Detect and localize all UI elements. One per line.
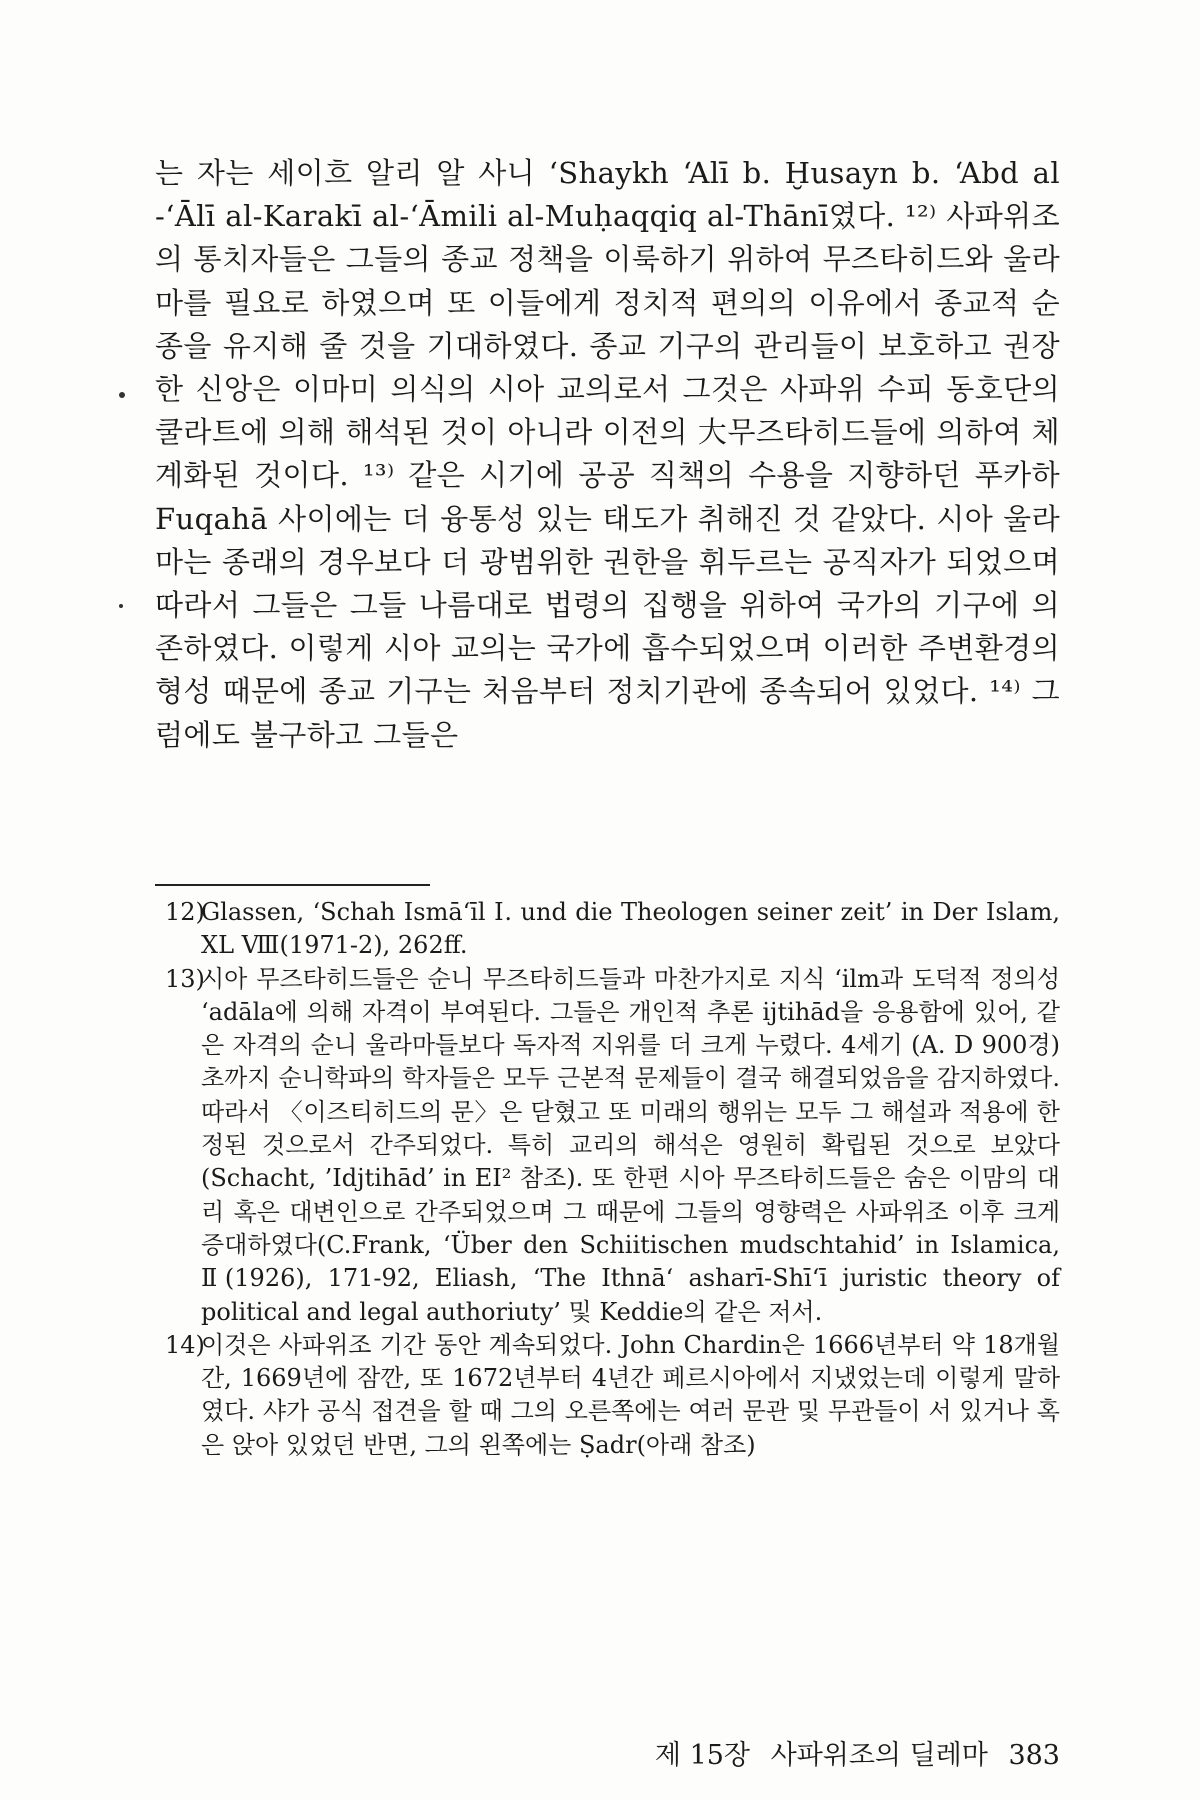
footnote-text: Glassen, ‘Schah Ismā‘īl Ⅰ. und die Theologen seiner zeit’ in Der Islam, XL Ⅷ(1971-2), 262ff.: [201, 898, 1060, 960]
footnote-number: 14): [165, 1330, 205, 1359]
footnote-text: 이것은 사파위조 기간 동안 계속되었다. John Chardin은 1666년부터 약 18개월간, 1669년에 잠깐, 또 1672년부터 4년간 페르시아에서 지냈었는데 이렇게 말하였다. 샤가 공식 접견을 할 때 그의 오른쪽에는 여러 문관 및 무관들이 서 있거나 혹은 앉아 있었던 반면, 그의 왼쪽에는 Ṣadr(아래 참조): [201, 1330, 1060, 1459]
footnote-number: 13): [165, 964, 205, 993]
footnotes: [165, 896, 1060, 1462]
footnote-separator: [155, 884, 430, 886]
margin-mark: [119, 392, 125, 398]
margin-mark: [119, 604, 123, 608]
footnote-14: [165, 1329, 1060, 1462]
body-paragraph: 는 자는 세이흐 알리 알 사니 ‘Shaykh ‘Alī b. Ḫusayn b. ‘Abd al -‘Ālī al-Karakī al-‘Āmili al-Muḥaqqiq al-Thānī였다. ¹²⁾ 사파위조의 통치자들은 그들의 종교 정책을 이룩하기 위하여 무즈타히드와 울라마를 필요로 하였으며 또 이들에게 정치적 편의의 이유에서 종교적 순종을 유지해 줄 것을 기대하였다. 종교 기구의 관리들이 보호하고 권장한 신앙은 이마미 의식의 시아 교의로서 그것은 사파위 수피 동호단의 쿨라트에 의해 해석된 것이 아니라 이전의 大무즈타히드들에 의하여 체계화된 것이다. ¹³⁾ 같은 시기에 공공 직책의 수용을 지향하던 푸카하 Fuqahā 사이에는 더 융통성 있는 태도가 취해진 것 같았다. 시아 울라마는 종래의 경우보다 더 광범위한 권한을 휘두르는 공직자가 되었으며 따라서 그들은 그들 나름대로 법령의 집행을 위하여 국가의 기구에 의존하였다. 이렇게 시아 교의는 국가에 흡수되었으며 이러한 주변환경의 형성 때문에 종교 기구는 처음부터 정치기관에 종속되어 있었다. ¹⁴⁾ 그럼에도 불구하고 그들은: [155, 156, 1060, 752]
footnote-13: [165, 963, 1060, 1329]
footnote-text: 시아 무즈타히드들은 순니 무즈타히드들과 마찬가지로 지식 ‘ilm과 도덕적 정의성 ‘adāla에 의해 자격이 부여된다. 그들은 개인적 추론 ijtihād을 응용함에 있어, 같은 자격의 순니 울라마들보다 독자적 지위를 더 크게 누렸다. 4세기 (A. D 900경) 초까지 순니학파의 학자들은 모두 근본적 문제들이 결국 해결되었음을 감지하였다. 따라서 〈이즈티히드의 문〉은 닫혔고 또 미래의 행위는 모두 그 해설과 적용에 한정된 것으로서 간주되었다. 특히 교리의 해석은 영원히 확립된 것으로 보았다(Schacht, ’Idjtihād’ in EI² 참조). 또 한편 시아 무즈타히드들은 숨은 이맘의 대리 혹은 대변인으로 간주되었으며 그 때문에 그들의 영향력은 사파위조 이후 크게 증대하였다(C.Frank, ‘Über den Schiitischen mudschtahid’ in Islamica, Ⅱ(1926), 171-92, Eliash, ‘The Ithnā‘ asharī-Shī‘ī juristic theory of political and legal authoriuty’ 및 Keddie의 같은 저서.: [201, 964, 1060, 1326]
page-number: 383: [1008, 1740, 1060, 1771]
chapter-label: 제 15장: [654, 1740, 751, 1771]
running-footer: [600, 1733, 1060, 1772]
footnote-12: [165, 896, 1060, 963]
chapter-title: 사파위조의 딜레마: [770, 1740, 988, 1771]
footnote-number: 12): [165, 898, 205, 926]
